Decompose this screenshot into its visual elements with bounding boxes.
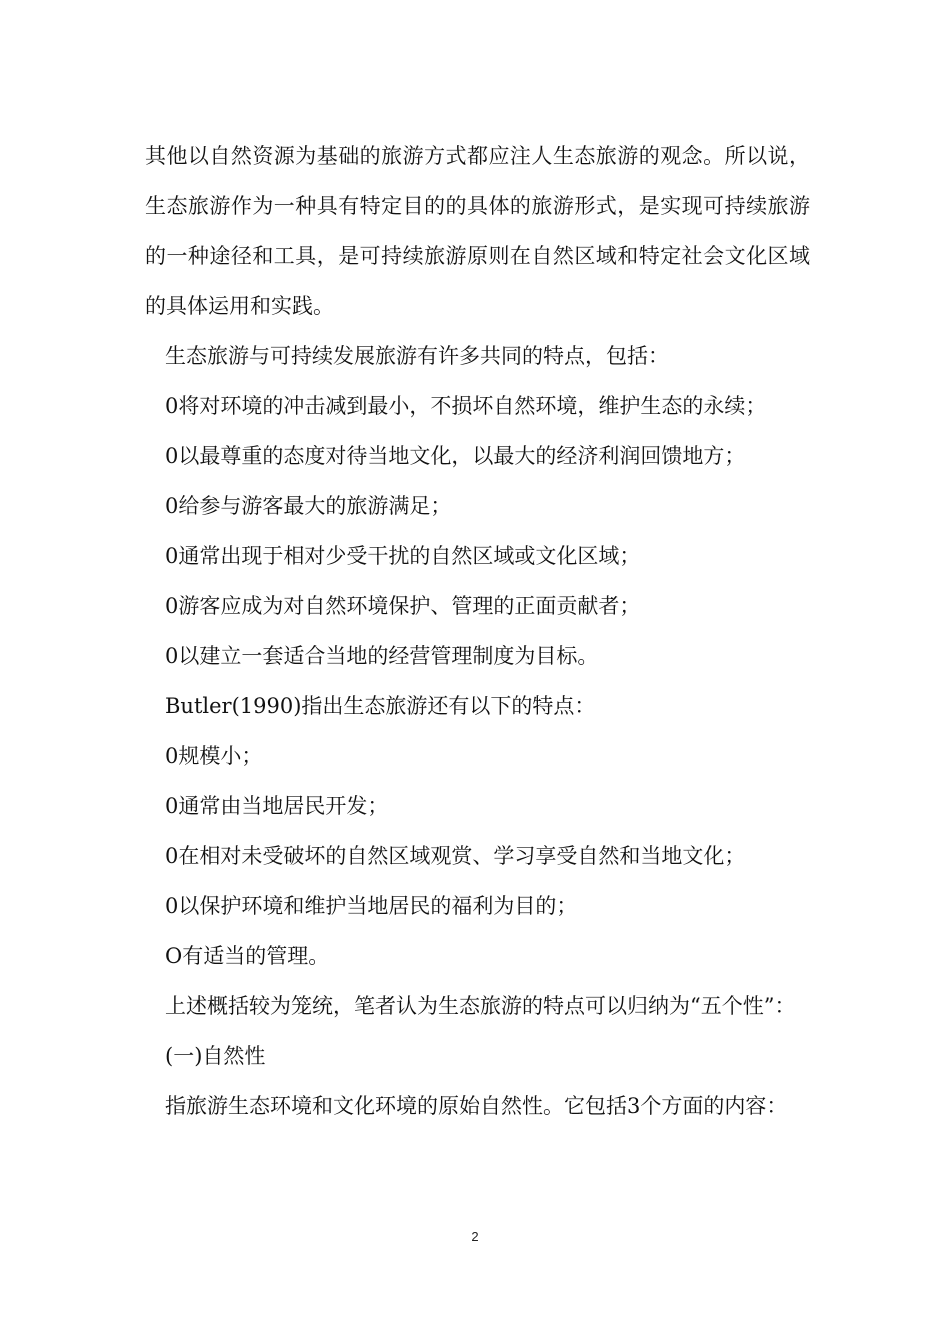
list-item: 0将对环境的冲击减到最小，不损坏自然环境，维护生态的永续； bbox=[165, 394, 767, 418]
list-item: 0以最尊重的态度对待当地文化，以最大的经济利润回馈地方； bbox=[165, 444, 746, 468]
list-item: 0通常由当地居民开发； bbox=[165, 794, 389, 818]
list-item: 0游客应成为对自然环境保护、管理的正面贡献者； bbox=[165, 594, 641, 618]
paragraph-naturalness-desc: 指旅游生态环境和文化环境的原始自然性。它包括3个方面的内容： bbox=[165, 1094, 788, 1118]
list-item: 0以保护环境和维护当地居民的福利为目的； bbox=[165, 894, 578, 918]
list-item: 0规模小； bbox=[165, 744, 263, 768]
paragraph-five-characteristics: 上述概括较为笼统，笔者认为生态旅游的特点可以归纳为“五个性”： bbox=[165, 994, 796, 1018]
list-item: 0通常出现于相对少受干扰的自然区域或文化区域； bbox=[165, 544, 641, 568]
list-item: 0以建立一套适合当地的经营管理制度为目标。 bbox=[165, 644, 599, 668]
paragraph-intro: 其他以自然资源为基础的旅游方式都应注人生态旅游的观念。所以说，生态旅游作为一种具有特定目的的具体的旅游形式，是实现可持续旅游的一种途径和工具，是可持续旅游原则在自然区域和特定社会文化区域的具体运用和实践。 bbox=[145, 144, 810, 318]
list-item: 0给参与游客最大的旅游满足； bbox=[165, 494, 452, 518]
list-item: O有适当的管理。 bbox=[165, 944, 330, 968]
section-heading-naturalness: (一)自然性 bbox=[165, 1044, 266, 1068]
document-body bbox=[145, 131, 810, 1131]
paragraph-butler-heading: Butler(1990)指出生态旅游还有以下的特点： bbox=[165, 694, 596, 718]
paragraph-common-features-heading: 生态旅游与可持续发展旅游有许多共同的特点，包括： bbox=[165, 344, 669, 368]
list-item: 0在相对未受破坏的自然区域观赏、学习享受自然和当地文化； bbox=[165, 844, 746, 868]
page-number: 2 bbox=[471, 1229, 479, 1244]
